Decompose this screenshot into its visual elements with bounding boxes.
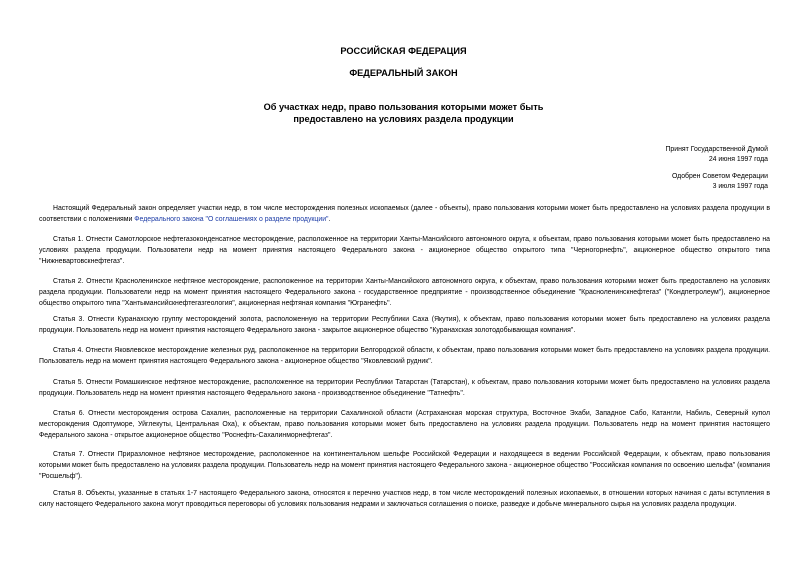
article-7: Статья 7. Отнести Приразломное нефтяное месторождение, расположенное на континентальном шельфе Российской Федерации и находящееся в ведении Российской Федерации, к объектам, право пользования которыми может быть предоставлено на условиях раздела продукции. Пользователь недр на момент принятия настоящего Федерального закона - акционерное общество "Российская компания по освоению шельфа" (компания "Росшельф"). [39, 451, 771, 481]
article-2: Статья 2. Отнести Красноленинское нефтяное месторождение, расположенное на территории Ханты-Мансийского автономного округа, к объектам, право пользования которыми может быть предоставлено на условиях раздела продукции. Пользователи недр на момент принятия настоящего Федерального закона - государственное предприятие - производственное объединение "Красноленинскнефтегаз" ("Кондпетролеум"), акционерное общество открытого типа "Хантымансийскнефтегазгеология", акционерная нефтяная компания "Югранефть". [39, 278, 770, 308]
duma-adoption-label: Принят Государственной Думой [665, 146, 768, 153]
council-approval-label: Одобрен Советом Федерации [671, 173, 768, 180]
law-link[interactable]: Федерального закона "О соглашениях о разделе продукции" [134, 216, 329, 224]
article-3: Статья 3. Отнести Куранахскую группу месторождений золота, расположенную на территории Республики Саха (Якутия), к объектам, право пользования которыми может быть предоставлено на условиях раздела продукции. Пользователь недр на момент принятия настоящего Федерального закона - закрытое акционерное общество "Куранахская золотодобывающая компания". [39, 316, 770, 335]
council-approval [672, 172, 768, 191]
duma-adoption-date: 24 июня 1997 года [708, 155, 768, 163]
intro-text: Настоящий Федеральный закон определяет участки недр, в том числе месторождения полезных ископаемых (далее - объекты), право пользования которыми может быть предоставлено на условиях раздела продукции в соответствии с положениями [39, 205, 770, 224]
law-title [0, 101, 807, 125]
law-title-line-2: предоставлено на условиях раздела продукции [293, 114, 514, 124]
law-title-line-1: Об участках недр, право пользования которыми может быть [263, 102, 544, 112]
council-approval-date: 3 июля 1997 года [712, 182, 768, 190]
article-8: Статья 8. Объекты, указанные в статьях 1-7 настоящего Федерального закона, относятся к перечню участков недр, в том числе месторождений полезных ископаемых, в отношении которых начиная с даты вступления в силу настоящего Федерального закона могут проводиться переговоры об условиях пользования недрами и заключаться соглашения о поиске, разведке и добыче минерального сырья на условиях раздела продукции. [39, 490, 770, 509]
law-type-heading: ФЕДЕРАЛЬНЫЙ ЗАКОН [349, 68, 458, 78]
intro-end: . [328, 216, 331, 224]
article-4: Статья 4. Отнести Яковлевское месторождение железных руд, расположенное на территории Белгородской области, к объектам, право пользования которыми может быть предоставлено на условиях раздела продукции. Пользователь недр на момент принятия настоящего Федерального закона - акционерное общество "Яковлевский рудник". [39, 347, 770, 366]
article-6: Статья 6. Отнести месторождения острова Сахалин, расположенные на территории Сахалинской области (Астраханская морская структура, Восточное Эхаби, Западное Сабо, Катангли, Набиль, Северный купол месторождения Одоптуморе, Уйглекуты, Центральная Оха), к объектам, право пользования которыми может быть предоставлено на условиях раздела продукции. Пользователь недр на момент принятия настоящего Федерального закона - открытое акционерное общество "Роснефть-Сахалинморнефтегаз". [39, 410, 770, 440]
duma-adoption [665, 145, 768, 164]
article-5: Статья 5. Отнести Ромашкинское нефтяное месторождение, расположенное на территории Республики Татарстан (Татарстан), к объектам, право пользования которыми может быть предоставлено на условиях раздела продукции. Пользователь недр на момент принятия настоящего Федерального закона - производственное объединение "Татнефть". [39, 379, 770, 398]
intro-paragraph [39, 203, 770, 225]
article-1: Статья 1. Отнести Самотлорское нефтегазоконденсатное месторождение, расположенное на территории Ханты-Мансийского автономного округа, к объектам, право пользования которыми может быть предоставлено на условиях раздела продукции. Пользователи недр на момент принятия настоящего Федерального закона - акционерное общество открытого типа "Черногорнефть", акционерное общество открытого типа "Нижневартовскнефтегаз". [39, 236, 770, 266]
federation-heading: РОССИЙСКАЯ ФЕДЕРАЦИЯ [340, 46, 467, 56]
